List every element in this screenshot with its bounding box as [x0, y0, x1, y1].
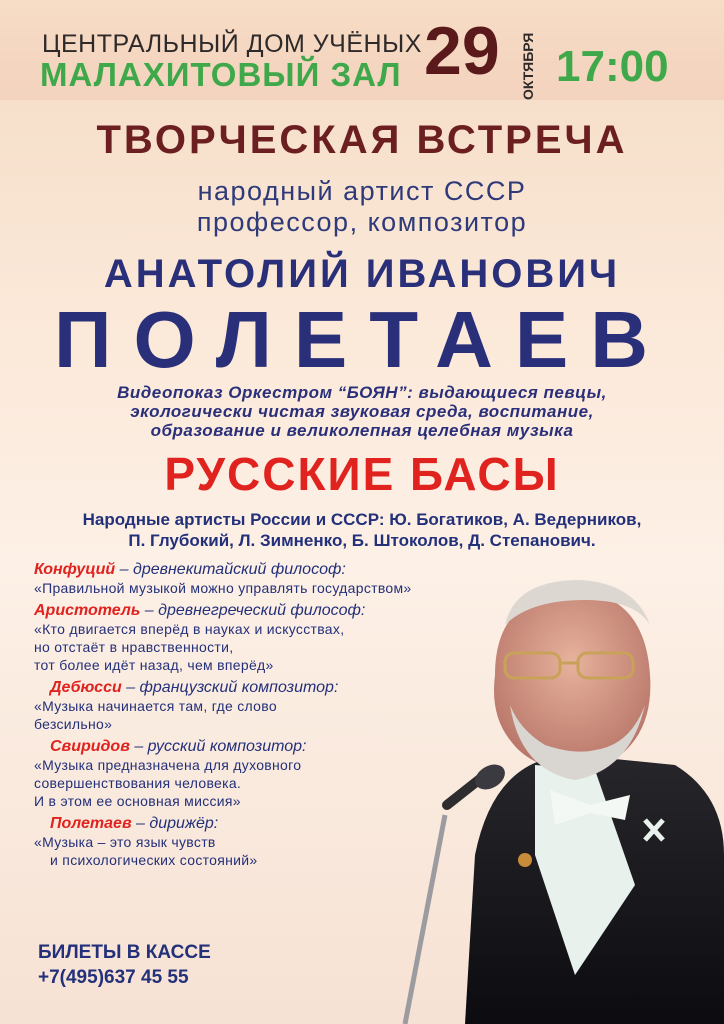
quote-text-line: «Кто двигается вперёд в науках и искусствах, — [34, 621, 345, 637]
quote-poletaev — [34, 814, 504, 869]
video-line-2: экологически чистая звуковая среда, воспитание, — [130, 402, 594, 421]
tickets-phone: +7(495)637 45 55 — [38, 967, 189, 988]
hall-name: МАЛАХИТОВЫЙ ЗАЛ — [40, 56, 402, 93]
video-description — [0, 383, 724, 440]
quote-debussy — [34, 678, 504, 733]
quote-author: Свиридов — [50, 738, 130, 755]
artist-first-names: АНАТОЛИЙ ИВАНОВИЧ — [103, 252, 621, 296]
quote-text-line: безсильно» — [34, 716, 113, 732]
quote-author-role: – дирижёр: — [131, 815, 219, 832]
quote-text-line: и психологических состояний» — [50, 852, 258, 868]
event-time: 17:00 — [556, 42, 669, 91]
quote-text-line: И в этом ее основная миссия» — [34, 793, 241, 809]
event-month-label: ОКТЯБРЯ — [520, 32, 536, 100]
quote-aristotle — [34, 601, 504, 674]
quote-author: Дебюсси — [50, 679, 122, 696]
artists-line-2: П. Глубокий, Л. Зимненко, Б. Штоколов, Д. Степанович. — [128, 531, 596, 550]
event-day: 29 — [424, 13, 500, 89]
artist-title-2: профессор, композитор — [196, 207, 528, 237]
tickets-info — [38, 940, 211, 990]
quote-text-line: «Музыка – это язык чувств — [34, 834, 216, 850]
video-line-3: образование и великолепная целебная музыка — [150, 421, 574, 440]
venue-name: ЦЕНТРАЛЬНЫЙ ДОМ УЧЁНЫХ — [42, 30, 422, 58]
tickets-label: БИЛЕТЫ В КАССЕ — [38, 942, 211, 963]
quote-author-role: – древнекитайский философ: — [115, 561, 346, 578]
quote-text-line: «Музыка начинается там, где слово — [34, 698, 277, 714]
quote-author: Аристотель — [34, 602, 141, 619]
quote-sviridov — [34, 737, 504, 810]
basses-title: РУССКИЕ БАСЫ — [164, 448, 560, 500]
quote-author-role: – русский композитор: — [129, 738, 307, 755]
quote-text-line: «Музыка предназначена для духовного — [34, 757, 302, 773]
quote-author: Конфуций — [34, 561, 116, 578]
event-title: ТВОРЧЕСКАЯ ВСТРЕЧА — [96, 118, 628, 162]
artists-line-1: Народные артисты России и СССР: Ю. Богатиков, А. Ведерников, — [82, 510, 642, 529]
quote-text-line: но отстаёт в нравственности, — [34, 639, 234, 655]
quote-author-role: – французский композитор: — [121, 679, 339, 696]
quote-text-line: тот более идёт назад, чем вперёд» — [34, 657, 274, 673]
event-month — [520, 20, 542, 100]
quote-confucius — [34, 560, 504, 597]
quote-text-line: «Правильной музыкой можно управлять государством» — [34, 580, 412, 596]
quote-text-line: совершенствования человека. — [34, 775, 242, 791]
quote-author-role: – древнегреческий философ: — [140, 602, 366, 619]
quote-author: Полетаев — [50, 815, 132, 832]
basses-artists — [0, 509, 724, 551]
artist-title-1: народный артист СССР — [197, 176, 527, 206]
artist-last-name: ПОЛЕТАЕВ — [54, 295, 670, 384]
quotes-list — [34, 560, 504, 873]
video-line-1: Видеопоказ Оркестром “БОЯН”: выдающиеся певцы, — [117, 383, 607, 402]
